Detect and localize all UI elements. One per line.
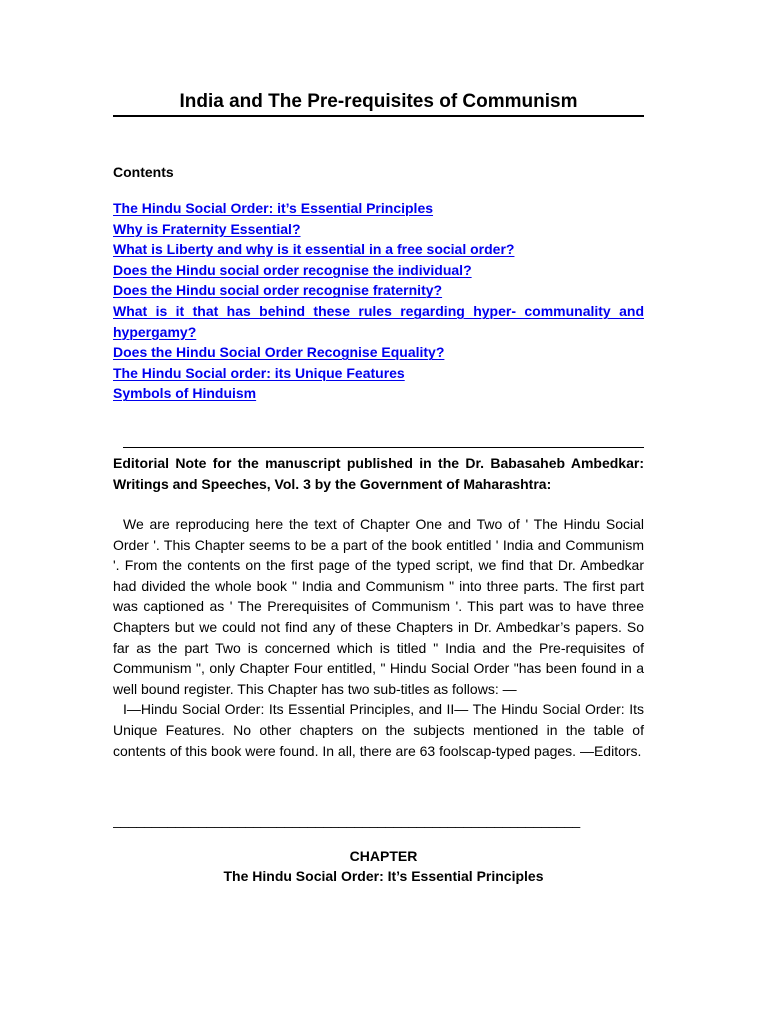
- toc-item: [113, 219, 644, 240]
- toc-item: [113, 260, 644, 281]
- toc-item: [113, 198, 644, 219]
- toc-link-recognise-fraternity[interactable]: Does the Hindu social order recognise fraternity?: [113, 282, 443, 299]
- editorial-heading: Editorial Note for the manuscript published in the Dr. Babasaheb Ambedkar: Writings and Speeches, Vol. 3 by the Government of Maharashtra:: [113, 455, 644, 492]
- toc-link-liberty[interactable]: What is Liberty and why is it essential in a free social order?: [113, 241, 515, 258]
- toc-item: [113, 383, 644, 404]
- editorial-paragraph: We are reproducing here the text of Chapter One and Two of ' The Hindu Social Order '. This Chapter seems to be a part of the book entitled ' India and Communism '. From the contents on the first page of the typed script, we find that Dr. Ambedkar had divided the whole book " India and Communism " into three parts. The first part was captioned as ' The Prerequisites of Communism '. This part was to have three Chapters but we could not find any of these Chapters in Dr. Ambedkar’s papers. So far as the part Two is concerned which is titled " India and the Pre-requisites of Communism ", only Chapter Four entitled, " Hindu Social Order "has been found in a well bound register. This Chapter has two sub-titles as follows: —: [113, 516, 644, 697]
- toc-item: [113, 363, 644, 384]
- toc-link-essential-principles[interactable]: The Hindu Social Order: it’s Essential Principles: [113, 200, 434, 216]
- contents-heading: Contents: [113, 164, 174, 180]
- toc-item: [113, 301, 644, 342]
- chapter-label: CHAPTER: [349, 848, 418, 864]
- table-of-contents: [113, 198, 644, 404]
- toc-link-equality[interactable]: Does the Hindu Social Order Recognise Equality?: [113, 344, 445, 361]
- editorial-paragraph: I—Hindu Social Order: Its Essential Principles, and II— The Hindu Social Order: Its Unique Features. No other chapters on the subjects mentioned in the table of contents of this book were found. In all, there are 63 foolscap-typed pages. —Editors.: [113, 701, 644, 759]
- toc-link-unique-features[interactable]: The Hindu Social order: its Unique Features: [113, 364, 405, 381]
- editorial-body: [113, 514, 644, 761]
- title-underline: [113, 115, 644, 117]
- document-title: India and The Pre-requisites of Communism: [179, 91, 578, 112]
- toc-link-hypergamy[interactable]: What is it that has behind these rules regarding hyper- communality and hypergamy?: [113, 302, 644, 340]
- toc-link-symbols-of-hinduism[interactable]: Symbols of Hinduism: [113, 385, 257, 402]
- editorial-divider: [123, 447, 644, 448]
- toc-link-recognise-individual[interactable]: Does the Hindu social order recognise the individual?: [113, 261, 472, 278]
- toc-link-fraternity-essential[interactable]: Why is Fraternity Essential?: [113, 220, 301, 237]
- toc-item: [113, 239, 644, 260]
- separator-line: ____________________________________________________________: [113, 812, 581, 828]
- toc-item: [113, 280, 644, 301]
- toc-item: [113, 342, 644, 363]
- chapter-title: The Hindu Social Order: It’s Essential Principles: [223, 868, 544, 884]
